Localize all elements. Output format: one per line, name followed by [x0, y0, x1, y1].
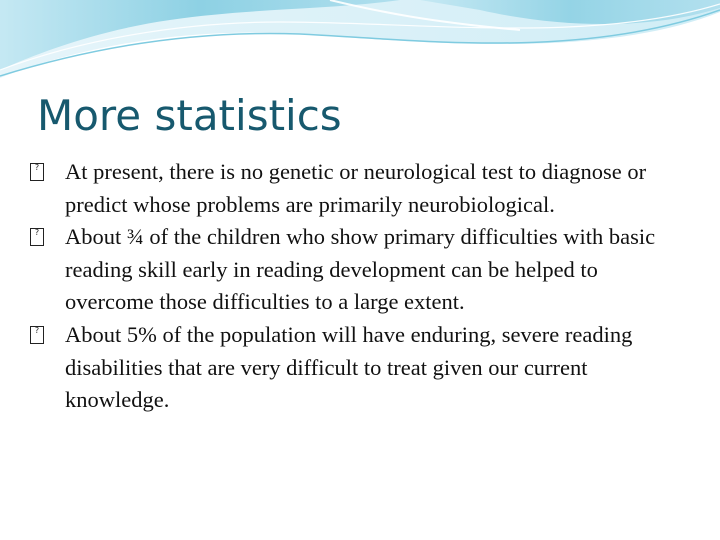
bullet-item [30, 221, 690, 319]
bullet-text: About ¾ of the children who show primary difficulties with basic reading skill early in reading development can be helped to overcome those difficulties to a large extent. [65, 224, 656, 315]
slide-title: More statistics [37, 91, 342, 140]
bullet-item [30, 319, 690, 417]
bullet-text: At present, there is no genetic or neurological test to diagnose or predict whose problems are primarily neurobiological. [65, 159, 647, 217]
header-wave-decoration [0, 0, 720, 90]
missing-glyph-icon: ? [30, 228, 44, 246]
missing-glyph-icon: ? [30, 163, 44, 181]
bullet-item [30, 156, 690, 221]
bullet-list [30, 156, 690, 417]
bullet-text: About 5% of the population will have enduring, severe reading disabilities that are very difficult to treat given our current knowledge. [65, 321, 633, 413]
missing-glyph-icon: ? [30, 326, 44, 344]
